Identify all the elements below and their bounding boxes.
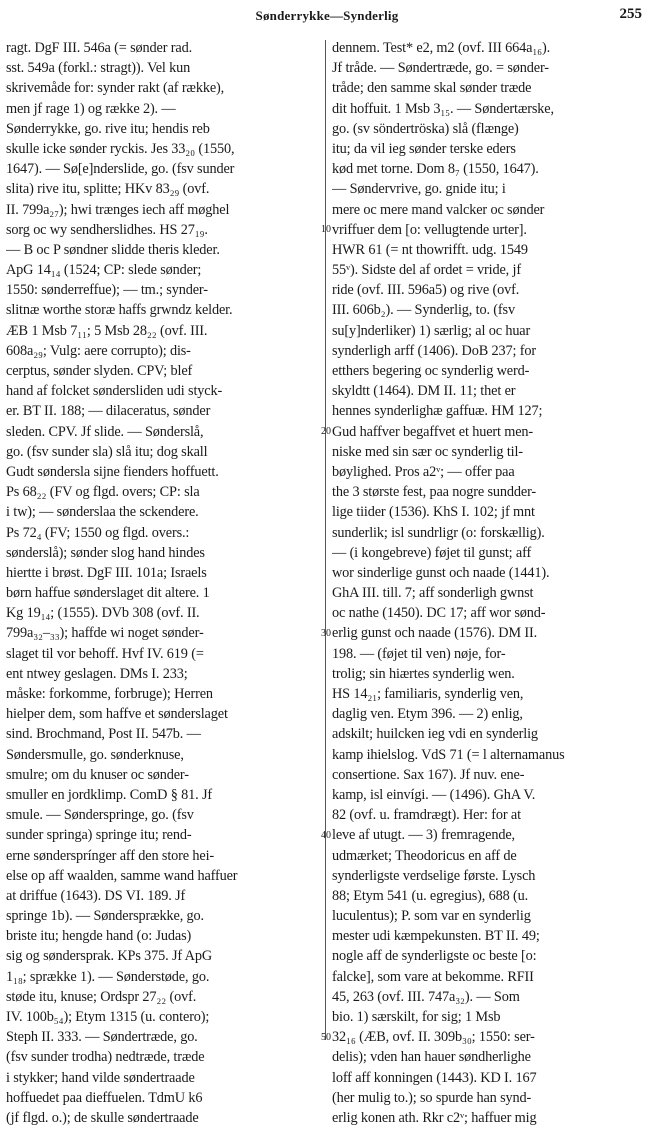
text-line: at driffue (1643). DS VI. 189. Jf <box>6 887 186 904</box>
text-line: måske: forkomme, forbruge); Herren <box>6 686 213 702</box>
text-line: Gud haffver begaffvet et huert men- <box>332 423 534 440</box>
text-line: men jf rage 1) og række 2). — <box>6 100 176 117</box>
text-line: trolig; sin hiærtes synderlig wen. <box>332 665 515 682</box>
text-line: synderligh arff (1406). DoB 237; for <box>332 342 536 359</box>
text-line: hand af folcket søndersliden udi styck- <box>6 383 223 400</box>
text-line: cerptus, sønder slyden. CPV; blef <box>6 363 193 379</box>
text-line: loff aff konningen (1443). KD I. 167 <box>332 1069 537 1086</box>
text-line: falcke], som vare at bekomme. RFII <box>332 968 534 985</box>
line-number: 20 <box>321 425 331 437</box>
text-line: slitnæ worthe storæ haffs grwndz kelder. <box>6 302 233 319</box>
text-line: 198. — (føjet til ven) nøje, for- <box>332 645 506 662</box>
text-line: smuller en jordklimp. ComD § 81. Jf <box>6 786 213 803</box>
left-column <box>6 38 319 1128</box>
text-line: 1550: sønderreffue); — tm.; synder- <box>6 282 208 299</box>
text-line: sind. Brochmand, Post II. 547b. — <box>6 726 201 743</box>
text-line: — B oc P søndner slidde theris kleder. <box>6 241 220 258</box>
text-line: HS 14₂₁; familiaris, synderlig ven, <box>332 686 524 702</box>
line-number: 50 <box>321 1031 331 1043</box>
text-line: (jf flgd. o.); de skulle søndertraade <box>6 1109 199 1126</box>
text-line: slita) rive itu, splitte; HKv 83₂₉ (ovf. <box>6 181 210 198</box>
text-line: 88; Etym 541 (u. egregius), 688 (u. <box>332 887 529 904</box>
column-divider <box>325 40 326 1040</box>
text-line: leve af utugt. — 3) fremragende, <box>332 827 515 844</box>
text-line: kød met torne. Dom 8₇ (1550, 1647). <box>332 161 539 178</box>
text-line: springe 1b). — Søndersprække, go. <box>6 908 204 925</box>
text-line: slaget til vor behoff. Hvf IV. 619 (= <box>6 645 204 662</box>
text-line: 608a₂₉; Vulg: aere corrupto); dis- <box>6 342 191 359</box>
text-line: IV. 100b₅₄); Etym 1315 (u. contero); <box>6 1009 210 1025</box>
text-line: Steph II. 333. — Søndertræde, go. <box>6 1029 198 1046</box>
text-line: støde itu, knuse; Ordspr 27₂₂ (ovf. <box>6 988 197 1005</box>
right-column <box>332 38 648 1128</box>
text-line: Ps 72₄ (FV; 1550 og flgd. overs.: <box>6 524 190 541</box>
text-line: sunderlik; isl sundrligr (o: forskællig). <box>332 524 545 541</box>
text-line: HWR 61 (= nt thowrifft. udg. 1549 <box>332 241 528 258</box>
text-line: lige tiider (1536). KhS I. 102; jf mnt <box>332 504 535 521</box>
text-line: sst. 549a (forkl.: stragt)). Vel kun <box>6 60 191 77</box>
text-line: the 3 største fest, paa nogre sundder- <box>332 484 537 501</box>
text-line: tråde; den samme skal sønder træde <box>332 80 532 97</box>
text-line: 55ᵛ). Sidste del af ordet = vride, jf <box>332 262 521 279</box>
running-title: Sønderrykke—Synderlig <box>255 8 399 23</box>
text-line: itu; da vil ieg sønder terske eders <box>332 140 516 157</box>
text-line: bio. 1) særskilt, for sig; 1 Msb <box>332 1009 501 1025</box>
text-line: go. (sv söndertröska) slå (flænge) <box>332 120 519 137</box>
text-line: skrivemåde for: synder rakt (af række), <box>6 80 225 97</box>
text-line: 32₁₆ (ÆB, ovf. II. 309b₃₀; 1550: ser- <box>332 1029 535 1046</box>
text-line: hiertte i brøst. DgF III. 101a; Israels <box>6 564 207 581</box>
text-line: Gudt søndersla sijne fienders hoffuett. <box>6 463 219 480</box>
text-line: Søndersmulle, go. sønderknuse, <box>6 746 184 763</box>
text-line: ApG 14₁₄ (1524; CP: slede sønder; <box>6 262 202 279</box>
text-line: etthers begering oc synderlig werd- <box>332 363 530 379</box>
text-line: Ps 68₂₂ (FV og flgd. overs; CP: sla <box>6 484 200 501</box>
text-line: briste itu; hengde hand (o: Judas) <box>6 928 192 945</box>
text-line: ent ntwey geslagen. DMs I. 233; <box>6 665 188 682</box>
text-line: GhA III. till. 7; aff sonderligh gwnst <box>332 585 534 602</box>
text-line: Sønderrykke, go. rive itu; hendis reb <box>6 120 210 137</box>
text-line: dennem. Test* e2, m2 (ovf. III 664a₁₆). <box>332 40 551 56</box>
text-line: sønderslå); sønder slog hand hindes <box>6 544 205 561</box>
text-line: sorg oc wy sendherslidhes. HS 27₁₉. <box>6 221 208 238</box>
text-line: vriffuer dem [o: vellugtende urter]. <box>332 221 527 238</box>
text-line: go. (fsv sunder sla) slå itu; dog skall <box>6 443 208 460</box>
text-line: Jf tråde. — Søndertræde, go. = sønder- <box>332 60 549 77</box>
text-line: 1₁₈; sprække 1). — Sønderstøde, go. <box>6 968 210 985</box>
text-line: i stykker; hand vilde søndertraade <box>6 1069 195 1086</box>
text-line: — (i kongebreve) føjet til gunst; aff <box>332 544 532 561</box>
line-number: 30 <box>321 627 331 639</box>
text-line: nogle aff de synderligste oc beste [o: <box>332 948 537 965</box>
page-header <box>0 6 654 28</box>
text-line: 799a₃₂–₃₃); haffde wi noget sønder- <box>6 625 204 642</box>
text-line: skulle icke sønder ryckis. Jes 33₂₀ (1550, <box>6 140 235 157</box>
text-line: (her mulig to.); so spurde han synd- <box>332 1089 532 1106</box>
text-line: II. 799a₂₇); hwi trænges iech aff møghel <box>6 201 230 218</box>
text-line: ÆB 1 Msb 7₁₁; 5 Msb 28₂₂ (ovf. III. <box>6 322 208 339</box>
text-line: hoffuedet paa dieffuelen. TdmU k6 <box>6 1089 203 1106</box>
text-line: luculentus); P. som var en synderlig <box>332 908 531 925</box>
text-line: (fsv sunder trodha) nedtræde, træde <box>6 1049 205 1066</box>
text-line: else op aff waalden, samme wand haffuer <box>6 867 238 884</box>
text-line: synderligste verdselige første. Lysch <box>332 867 536 884</box>
text-line: delis); vden han hauer søndherlighe <box>332 1049 531 1066</box>
text-line: niske med sin sær oc synderlig til- <box>332 443 523 460</box>
text-line: 82 (ovf. u. framdrægt). Her: for at <box>332 807 521 824</box>
page-number: 255 <box>619 6 642 22</box>
text-line: hennes synderlighæ gaffuæ. HM 127; <box>332 403 543 420</box>
text-line: smulre; om du knuser oc sønder- <box>6 766 189 783</box>
text-line: Kg 19₁₄; (1555). DVb 308 (ovf. II. <box>6 605 200 622</box>
text-line: erne søndersprínger aff den store hei- <box>6 847 215 864</box>
text-line: kamp, isl einvígi. — (1496). GhA V. <box>332 786 536 803</box>
text-line: adskilt; huilcken ieg vdi en synderlig <box>332 726 538 743</box>
text-line: sig og søndersprak. KPs 375. Jf ApG <box>6 948 213 965</box>
text-line: hielper dem, som haffve et sønderslaget <box>6 706 228 723</box>
text-line: 45, 263 (ovf. III. 747a₃₂). — Som <box>332 988 520 1005</box>
text-line: bøylighed. Pros a2ᵛ; — offer paa <box>332 463 515 480</box>
text-line: skyldtt (1464). DM II. 11; thet er <box>332 383 516 400</box>
text-line: oc nathe (1450). DC 17; aff wor sønd- <box>332 605 546 622</box>
text-line: erlig gunst och naade (1576). DM II. <box>332 625 538 642</box>
text-line: mester udi kæmpekunsten. BT II. 49; <box>332 928 540 945</box>
text-line: wor sinderlige gunst och naade (1441). <box>332 564 550 581</box>
text-line: erlig konen ath. Rkr c2ᵛ; haffuer mig <box>332 1109 537 1126</box>
text-line: kamp ihielslog. VdS 71 (= l alternamanus <box>332 746 565 763</box>
text-line: dit hoffuit. 1 Msb 3₁₅. — Søndertærske, <box>332 100 554 117</box>
text-line: smule. — Sønderspringe, go. (fsv <box>6 807 194 824</box>
text-line: ride (ovf. III. 596a5) og rive (ovf. <box>332 282 520 299</box>
text-line: III. 606b₂). — Synderlig, to. (fsv <box>332 302 515 319</box>
text-line: sunder springa) springe itu; rend- <box>6 827 192 844</box>
text-line: su[y]nderliker) 1) særlig; al oc huar <box>332 322 531 339</box>
text-line: consertione. Sax 167). Jf nuv. ene- <box>332 766 525 783</box>
text-line: i tw); — sønderslaa the sckendere. <box>6 504 199 521</box>
text-line: er. BT II. 188; — dilaceratus, sønder <box>6 403 211 420</box>
line-number: 10 <box>321 223 331 235</box>
text-line: — Søndervrive, go. gnide itu; i <box>332 181 506 198</box>
text-line: 1647). — Sø[e]nderslide, go. (fsv sunder <box>6 161 235 178</box>
text-line: børn haffue sønderslaget dit altere. 1 <box>6 585 210 602</box>
text-line: udmærket; Theodoricus en aff de <box>332 847 517 864</box>
line-number: 40 <box>321 829 331 841</box>
text-line: ragt. DgF III. 546a (= sønder rad. <box>6 40 192 56</box>
text-line: daglig ven. Etym 396. — 2) enlig, <box>332 706 523 723</box>
text-line: sleden. CPV. Jf slide. — Sønderslå, <box>6 423 204 440</box>
text-line: mere oc mere mand valcker oc sønder <box>332 201 545 218</box>
